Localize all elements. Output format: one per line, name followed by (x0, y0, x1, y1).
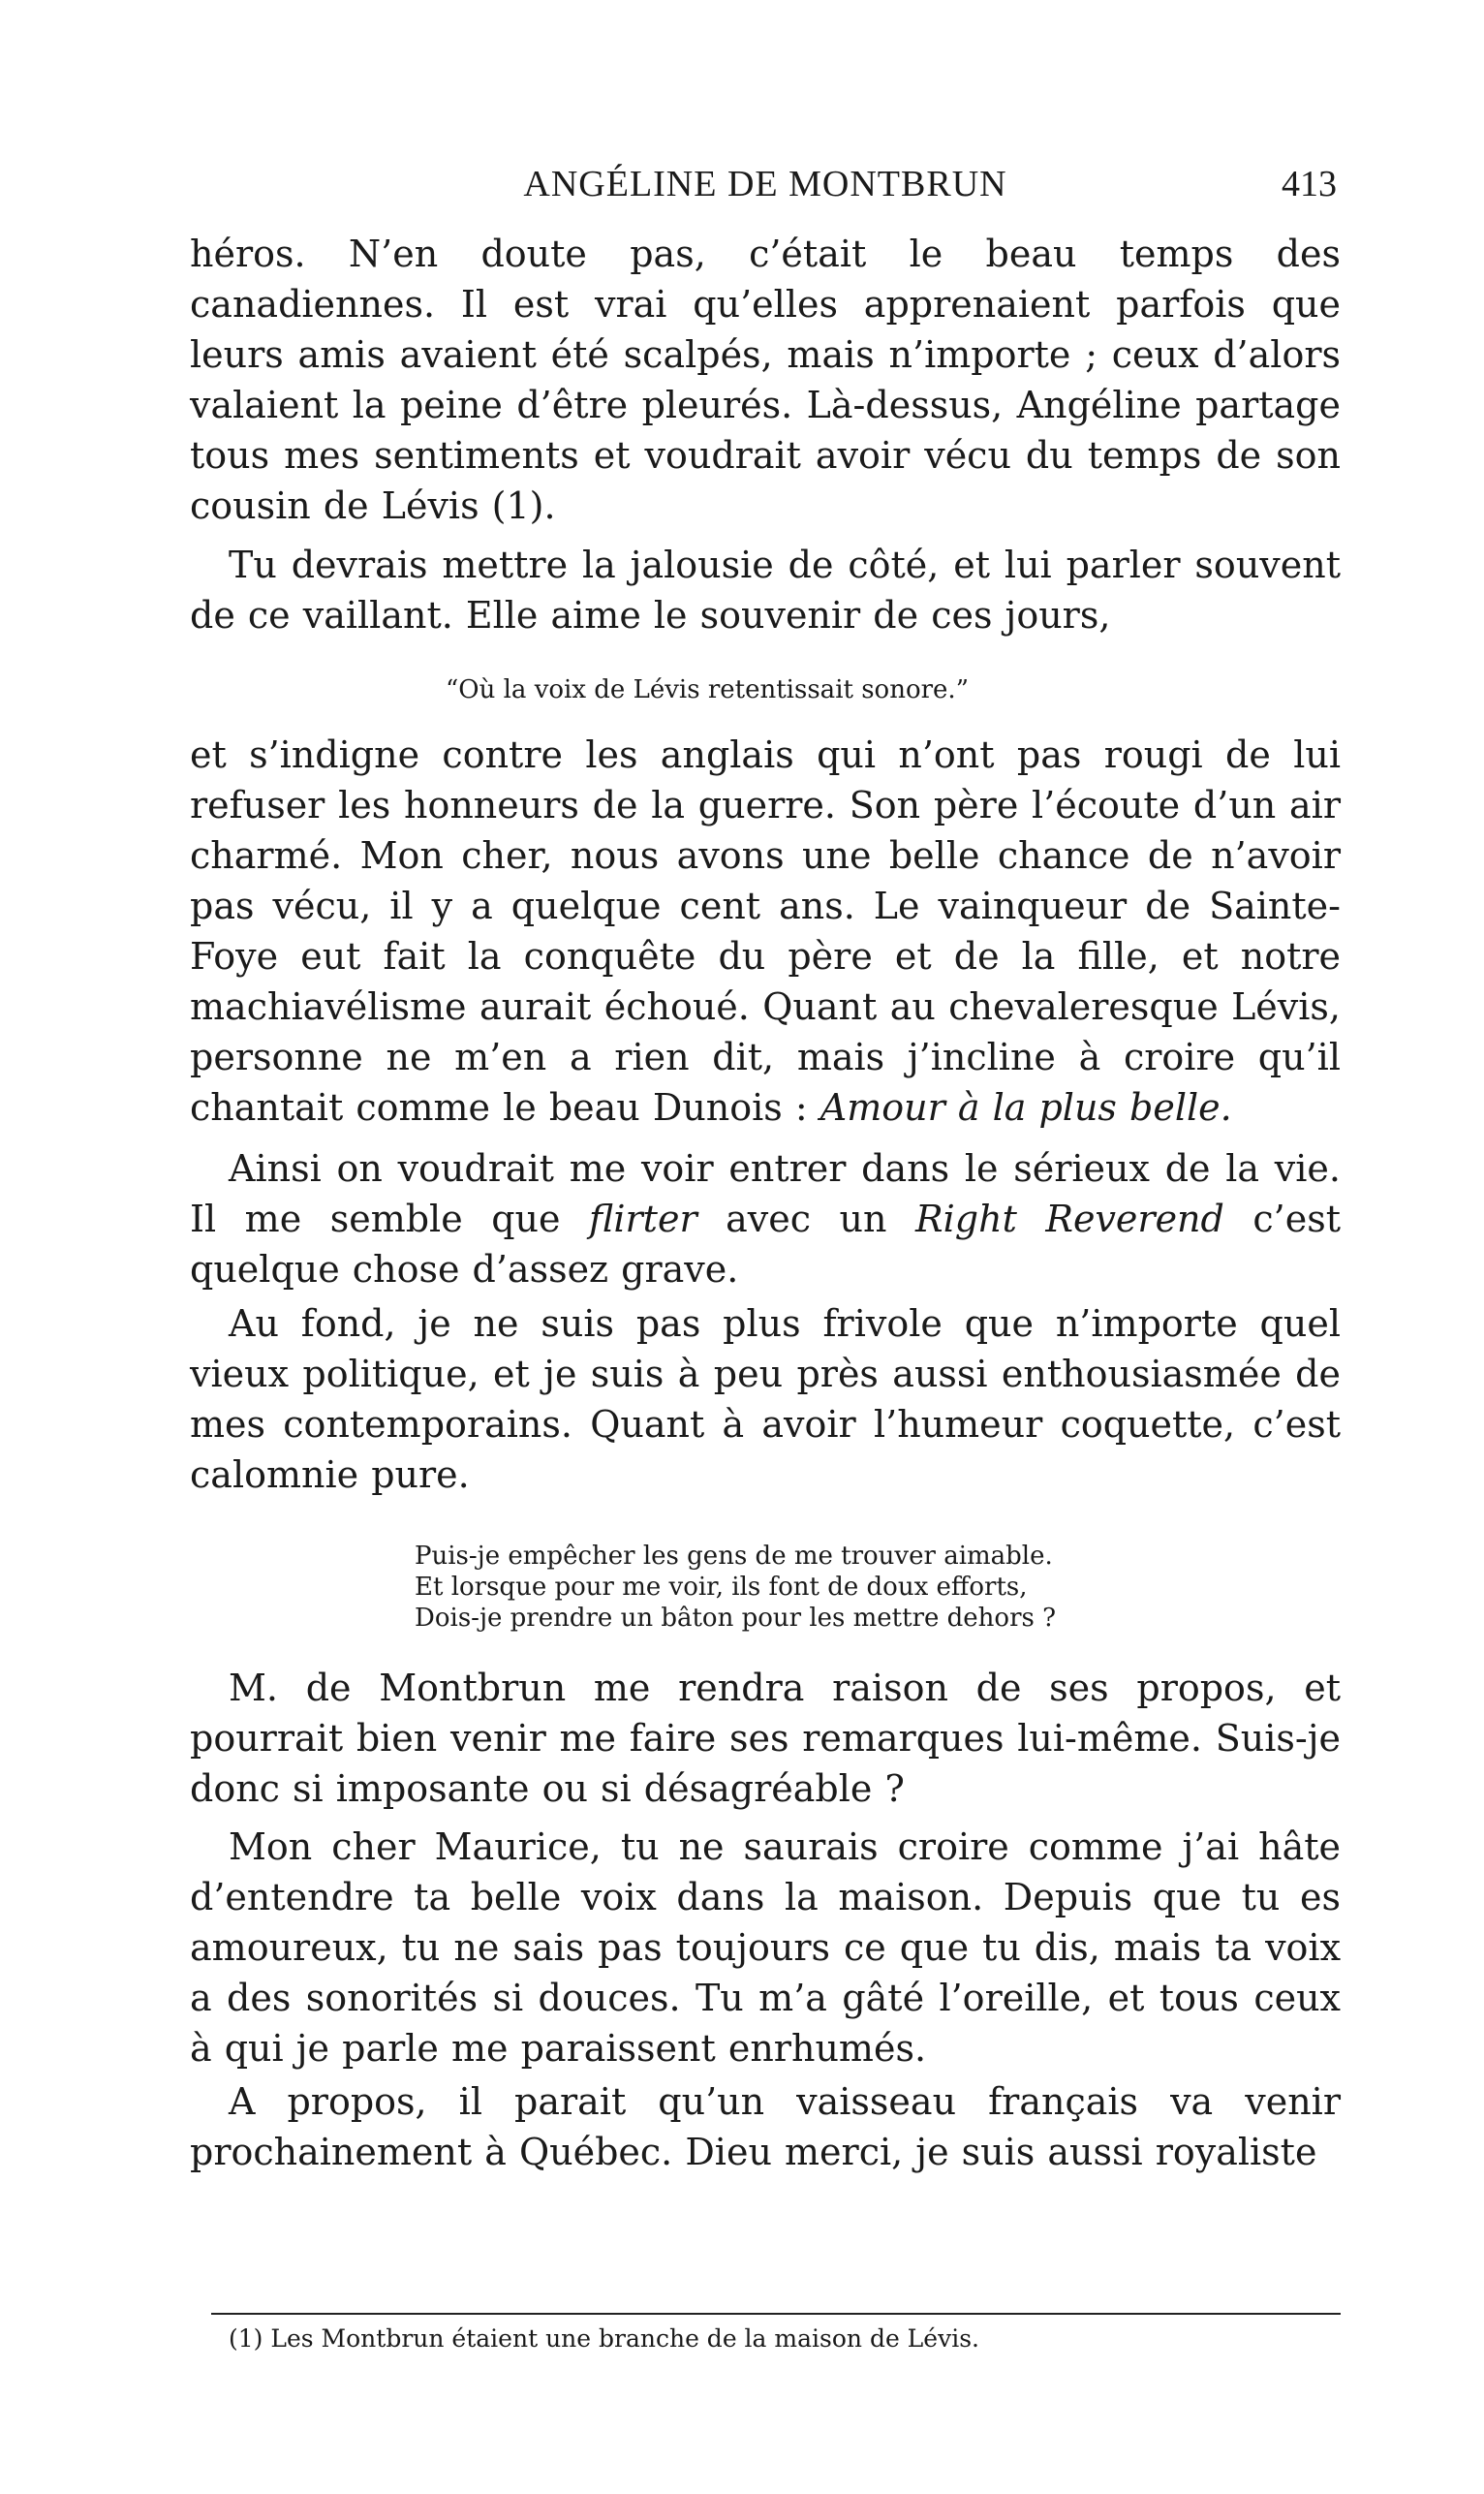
footnote-divider (211, 2313, 1341, 2315)
verse-line-2: Et lorsque pour me voir, ils font de doux efforts, (415, 1573, 1028, 1602)
footnote: (1) Les Montbrun étaient une branche de la maison de Lévis. (229, 2324, 979, 2353)
paragraph-4-mid: avec un (726, 1198, 887, 1240)
paragraph-4-post: c’est quelque chose d’assez grave. (190, 1198, 1341, 1291)
paragraph-3-text: et s’indigne contre les anglais qui n’ont pas rougi de lui refuser les honneurs de la guerre. Son père l’écoute d’un air charmé. Mon cher, nous avons une belle chance de n’avoir pas vécu, il y a quelque cent ans. Le vainqueur de Sainte-Foye eut fait la conquête du père et de la fille, et notre machiavélisme aurait échoué. Quant au chevaleresque Lévis, personne ne m’en a rien dit, mais j’incline à croire qu’il chantait comme le beau Dunois : (190, 733, 1341, 1129)
verse-quote (415, 1541, 1056, 1634)
paragraph-4-italic-flirter: flirter (589, 1198, 697, 1240)
paragraph-5: Au fond, je ne suis pas plus frivole que n’importe quel vieux politique, et je suis à peu près aussi enthousiasmée de mes contemporains. Quant à avoir l’humeur coquette, c’est calomnie pure. (190, 1302, 1341, 1496)
paragraph-7: Mon cher Maurice, tu ne saurais croire comme j’ai hâte d’entendre ta belle voix dans la maison. Depuis que tu es amoureux, tu ne sais pas toujours ce que tu dis, mais ta voix a des sonorités si douces. Tu m’a gâté l’oreille, et tous ceux à qui je parle me paraissent enrhumés. (190, 1825, 1341, 2070)
paragraph-3 (190, 730, 1341, 1133)
paragraph-3-italic: Amour à la plus belle. (819, 1086, 1232, 1129)
paragraph-1: héros. N’en doute pas, c’était le beau temps des canadiennes. Il est vrai qu’elles apprenaient parfois que leurs amis avaient été scalpés, mais n’importe ; ceux d’alors valaient la peine d’être pleurés. Là-dessus, Angéline partage tous mes sentiments et voudrait avoir vécu du temps de son cousin de Lévis (1). (190, 233, 1341, 527)
paragraph-4 (190, 1143, 1341, 1294)
paragraph-4-italic-right-reverend: Right Reverend (915, 1198, 1224, 1240)
verse-line-3: Dois-je prendre un bâton pour les mettre dehors ? (415, 1604, 1057, 1633)
paragraph-6: M. de Montbrun me rendra raison de ses propos, et pourrait bien venir me faire ses remarques lui-même. Suis-je donc si imposante ou si désagréable ? (190, 1667, 1341, 1810)
running-head (194, 155, 1337, 213)
page-title: ANGÉLINE DE MONTBRUN (523, 164, 1007, 204)
page-number: 413 (1282, 164, 1337, 204)
paragraph-2: Tu devrais mettre la jalousie de côté, et lui parler souvent de ce vaillant. Elle aime le souvenir de ces jours, (190, 544, 1341, 637)
paragraph-8: A propos, il parait qu’un vaisseau français va venir prochainement à Québec. Dieu merci, je suis aussi royaliste (190, 2080, 1341, 2173)
verse-line-1: Puis-je empêcher les gens de me trouver aimable. (415, 1542, 1053, 1571)
quote-levis: “Où la voix de Lévis retentissait sonore.” (446, 675, 969, 704)
paragraph-4-pre: Ainsi on voudrait me voir entrer dans le sérieux de la vie. Il me semble que (190, 1147, 1341, 1240)
